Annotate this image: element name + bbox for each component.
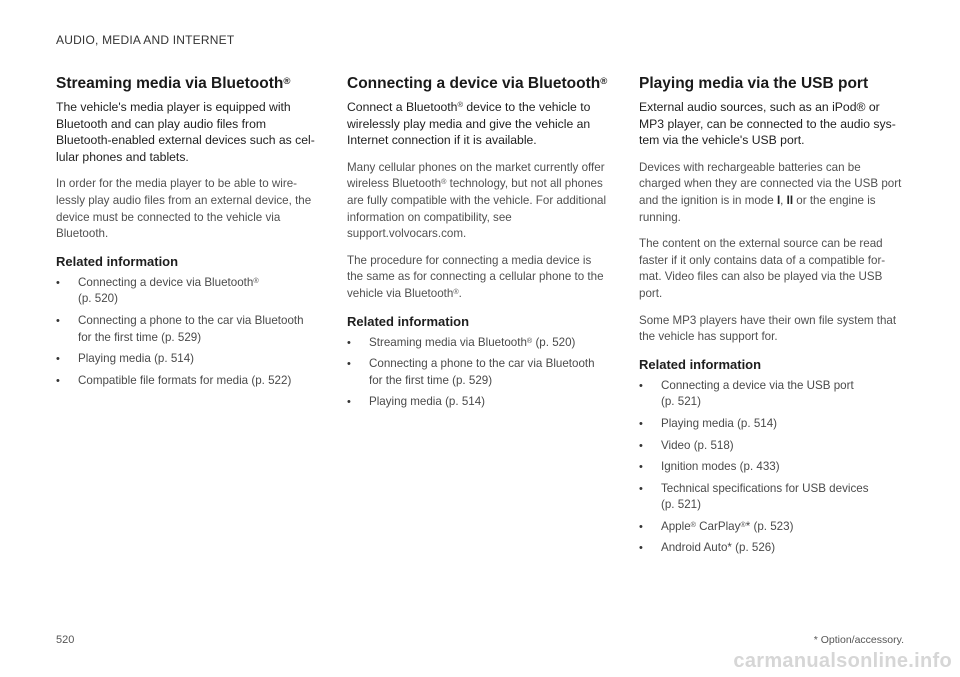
related-link[interactable]: • Connecting a device via Bluetooth® (p. 520) xyxy=(56,275,259,306)
related-link[interactable]: • Ignition modes (p. 433) xyxy=(639,460,780,474)
related-info-list xyxy=(639,378,903,557)
body-paragraph: Many cellular phones on the market currently offer wireless Bluetooth® technology, but not all phones are fully compatible with the vehicle. For additional information on compatibility, see support.volvocars.com. xyxy=(347,160,607,241)
related-link[interactable]: • Playing media (p. 514) xyxy=(347,395,486,409)
related-link[interactable]: • Streaming media via Bluetooth® (p. 520) xyxy=(347,335,576,349)
intro-text: Connect a Bluetooth® device to the vehicle to wirelessly play media and give the vehicle an Internet connection if it is available. xyxy=(347,100,591,148)
page-number: 520 xyxy=(56,634,75,646)
related-link[interactable]: • Video (p. 518) xyxy=(639,438,734,452)
heading-streaming-bluetooth: Streaming media via Bluetooth® xyxy=(56,75,291,92)
related-link[interactable]: • Connecting a phone to the car via Bluetooth for the first time (p. 529) xyxy=(347,357,595,387)
body-paragraph: The content on the external source can be read faster if it only contains data of a compatible for-mat. Video files can also be played via the USB port. xyxy=(639,237,886,300)
related-link[interactable]: • Connecting a phone to the car via Bluetooth for the first time (p. 529) xyxy=(56,313,304,344)
related-info-heading: Related information xyxy=(56,253,179,269)
heading-usb-port: Playing media via the USB port xyxy=(639,75,869,92)
related-link[interactable]: • Connecting a device via the USB port (p. 521) xyxy=(639,378,854,409)
heading-connecting-bluetooth: Connecting a device via Bluetooth® xyxy=(347,75,608,92)
body-paragraph: In order for the media player to be able to wire-lessly play audio files from an external device, the device must be connected to the vehicle via Bluetooth. xyxy=(56,177,312,241)
related-info-list xyxy=(56,275,318,390)
intro-text: The vehicle's media player is equipped with Bluetooth and can play audio files from Bluetooth-enabled external devices such as cel-lular phones and tablets. xyxy=(56,100,315,164)
intro-text: External audio sources, such as an iPod® or MP3 player, can be connected to the audio sys-tem via the vehicle's USB port. xyxy=(639,100,896,148)
related-info-list xyxy=(347,335,609,411)
related-link[interactable]: • Apple® CarPlay®* (p. 523) xyxy=(639,519,794,533)
column-connecting-bluetooth xyxy=(347,74,609,416)
body-paragraph: The procedure for connecting a media device is the same as for connecting a cellular phone to the vehicle via Bluetooth®. xyxy=(347,253,604,300)
related-link[interactable]: • Android Auto* (p. 526) xyxy=(639,541,776,555)
related-link[interactable]: • Playing media (p. 514) xyxy=(56,352,195,366)
column-usb-port xyxy=(639,74,903,562)
column-streaming-bluetooth xyxy=(56,74,318,394)
watermark-logo: carmanualsonline.info xyxy=(733,650,952,672)
related-info-heading: Related information xyxy=(347,313,470,329)
related-link[interactable]: • Playing media (p. 514) xyxy=(639,416,778,430)
section-header: AUDIO, MEDIA AND INTERNET xyxy=(56,33,235,47)
footnote-option-accessory: * Option/accessory. xyxy=(813,634,904,646)
related-info-heading: Related information xyxy=(639,356,762,372)
body-paragraph: Some MP3 players have their own file system that the vehicle has support for. xyxy=(639,313,897,344)
body-paragraph: Devices with rechargeable batteries can be charged when they are connected via the USB port and the ignition is in mode I, II or the engine is running. xyxy=(639,160,902,224)
related-link[interactable]: • Compatible file formats for media (p. 522) xyxy=(56,373,292,387)
related-link[interactable]: • Technical specifications for USB devices (p. 521) xyxy=(639,481,869,512)
